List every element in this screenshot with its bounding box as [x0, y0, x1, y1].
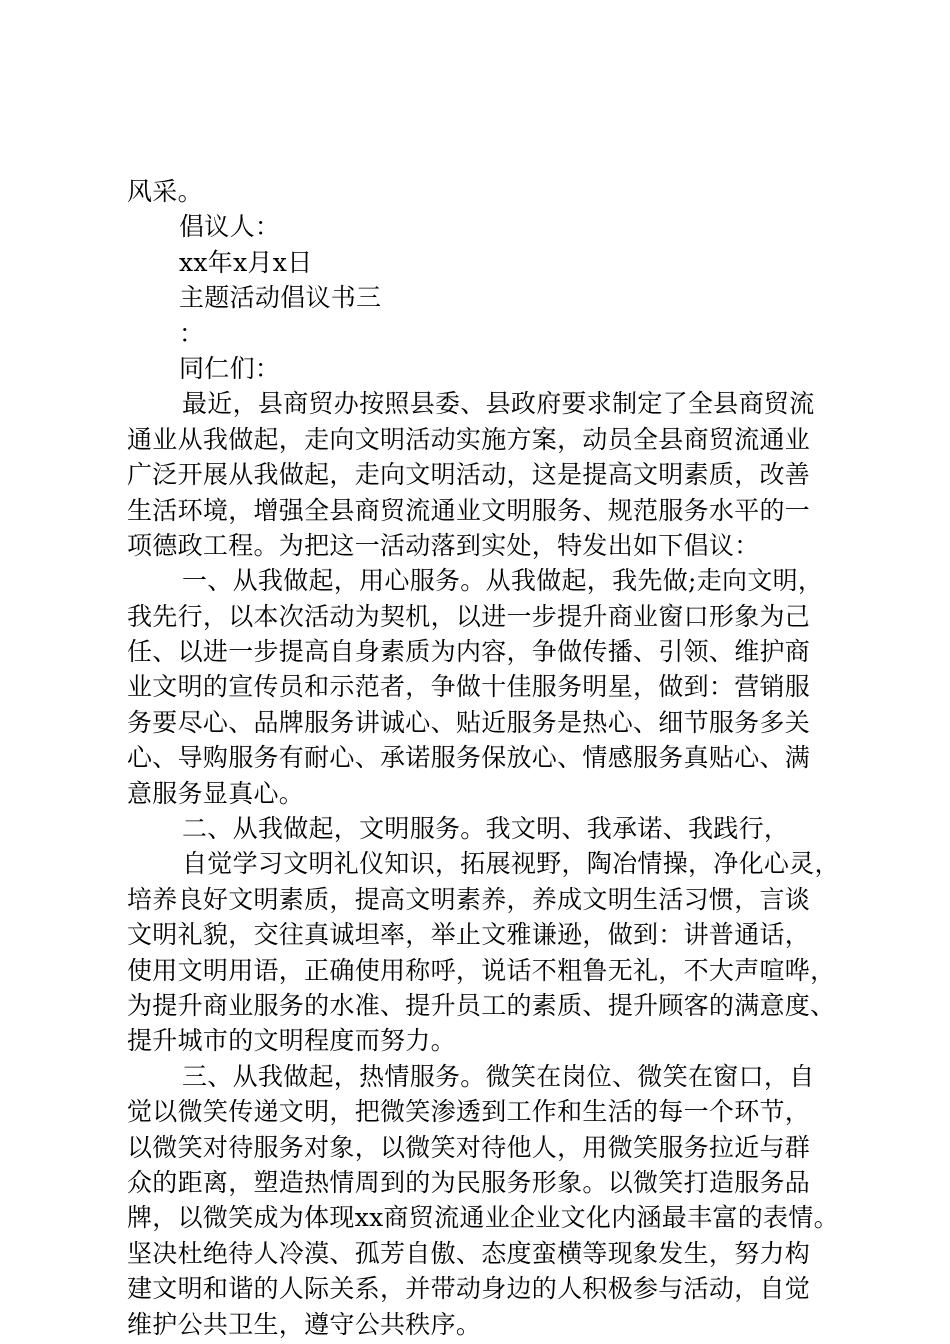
signer-label: 倡议人： [179, 212, 281, 242]
text-line: ： [179, 318, 205, 348]
paragraph-line: 广泛开展从我做起，走向文明活动，这是提高文明素质，改善 [127, 460, 811, 490]
paragraph-line: 一、从我做起，用心服务。从我做起，我先做;走向文明， [182, 566, 824, 596]
paragraph-line: 意服务显真心。 [127, 778, 305, 808]
paragraph-line: 觉以微笑传递文明，把微笑渗透到工作和生活的每一个环节， [127, 1097, 811, 1127]
document-body [127, 174, 843, 1342]
paragraph-line: 二、从我做起，文明服务。我文明、我承诺、我践行， [182, 814, 790, 844]
salutation: 同仁们： [179, 353, 281, 383]
paragraph-line: 坚决杜绝待人冷漠、孤芳自傲、态度蛮横等现象发生，努力构 [127, 1238, 811, 1268]
paragraph-line: 项德政工程。为把这一活动落到实处，特发出如下倡议： [127, 530, 760, 560]
section-title: 主题活动倡议书三 [179, 283, 382, 313]
paragraph-line: 建文明和谐的人际关系，并带动身边的人积极参与活动，自觉 [127, 1274, 811, 1304]
paragraph-line: 三、从我做起，热情服务。微笑在岗位、微笑在窗口，自 [182, 1061, 815, 1091]
paragraph-line: 以微笑对待服务对象，以微笑对待他人，用微笑服务拉近与群 [127, 1132, 811, 1162]
paragraph-line: 业文明的宣传员和示范者，争做十佳服务明星，做到：营销服 [127, 672, 811, 702]
paragraph-line: 自觉学习文明礼仪知识，拓展视野，陶冶情操，净化心灵， [182, 849, 840, 879]
date-line: xx年x月x日 [179, 247, 313, 277]
paragraph-line: 通业从我做起，走向文明活动实施方案，动员全县商贸流通业 [127, 424, 811, 454]
text-line: 风采。 [127, 177, 203, 206]
paragraph-line: 为提升商业服务的水准、提升员工的素质、提升顾客的满意度、 [127, 990, 836, 1020]
paragraph-line: 心、导购服务有耐心、承诺服务保放心、情感服务真贴心、满 [127, 743, 811, 773]
paragraph-line: 生活环境，增强全县商贸流通业文明服务、规范服务水平的一 [127, 495, 811, 525]
paragraph-line: 维护公共卫生，遵守公共秩序。 [127, 1309, 482, 1339]
paragraph-line: 培养良好文明素质，提高文明素养，养成文明生活习惯，言谈 [127, 884, 811, 914]
paragraph-line: 我先行，以本次活动为契机，以进一步提升商业窗口形象为己 [127, 601, 811, 631]
paragraph-line: 众的距离，塑造热情周到的为民服务形象。以微笑打造服务品 [127, 1167, 811, 1197]
paragraph-line: 文明礼貌，交往真诚坦率，举止文雅谦逊，做到：讲普通话， [127, 920, 811, 950]
paragraph-line: 务要尽心、品牌服务讲诚心、贴近服务是热心、细节服务多关 [127, 707, 811, 737]
paragraph-line: 使用文明用语，正确使用称呼，说话不粗鲁无礼，不大声喧哗， [127, 955, 836, 985]
paragraph-line: 最近，县商贸办按照县委、县政府要求制定了全县商贸流 [182, 389, 815, 419]
paragraph-line: 任、以进一步提高自身素质为内容，争做传播、引领、维护商 [127, 637, 811, 667]
paragraph-line: 牌，以微笑成为体现xx商贸流通业企业文化内涵最丰富的表情。 [127, 1203, 839, 1233]
paragraph-line: 提升城市的文明程度而努力。 [127, 1026, 456, 1056]
